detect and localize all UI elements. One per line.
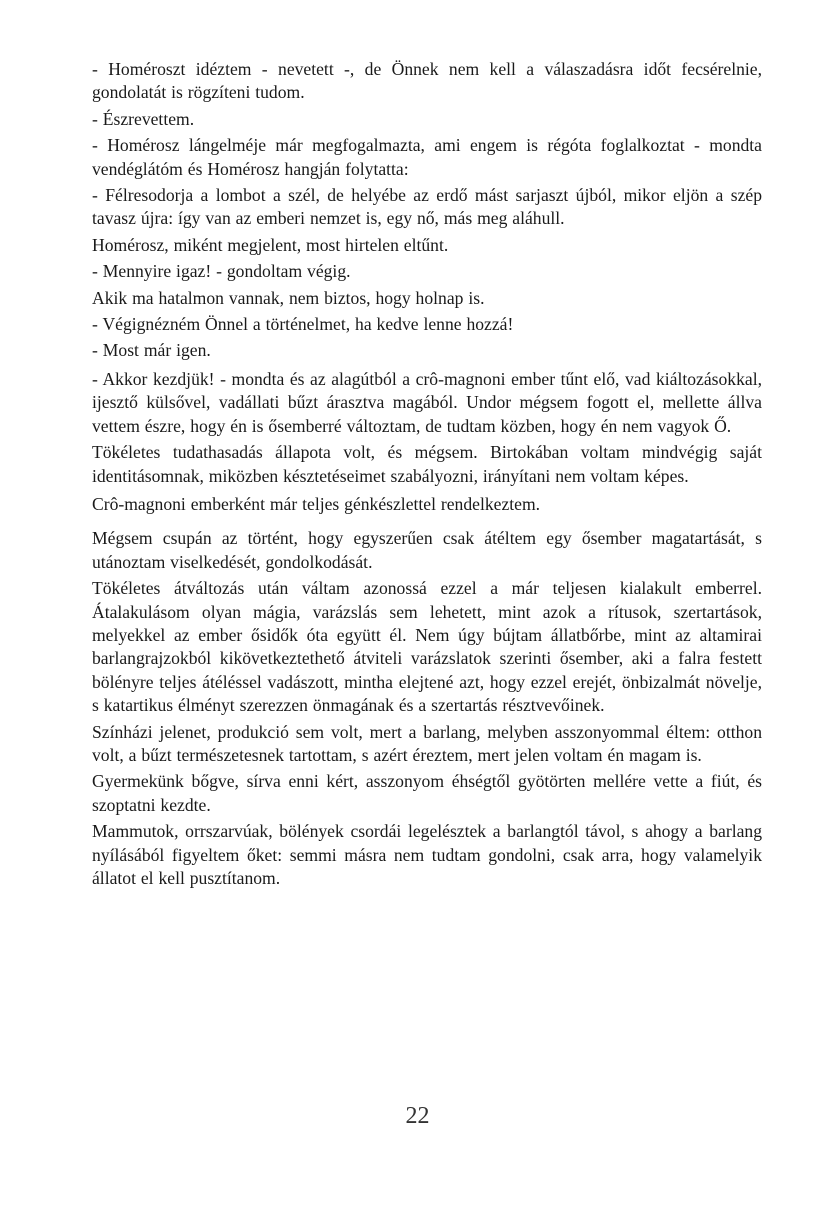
paragraph-6: - Mennyire igaz! - gondoltam végig. <box>92 261 351 282</box>
paragraph-11: Tökéletes tudathasadás állapota volt, és mégsem. Birtokában voltam mindvégig saját identitásomnak, miközben késztetéseimet szabályozni, irányítani nem voltam képes. <box>92 442 762 486</box>
paragraph-4: - Félresodorja a lombot a szél, de helyébe az erdő mást sarjaszt újból, mikor eljön a szép tavasz újra: így van az emberi nemzet is, egy nő, más meg aláhull. <box>92 185 762 229</box>
paragraph-5: Homérosz, miként megjelent, most hirtelen eltűnt. <box>92 234 449 255</box>
paragraph-15: Színházi jelenet, produkció sem volt, mert a barlang, melyben asszonyommal éltem: otthon volt, a bűzt természetesnek tartottam, s azért éreztem, mert jelen voltam én magam is. <box>92 721 762 765</box>
paragraph-14: Tökéletes átváltozás után váltam azonossá ezzel a már teljesen kialakult emberrel. Átalakulásom olyan mágia, varázslás sem lehetett, mint azok a rítusok, szertartások, melyekkel az ember ősidők óta együtt él. Nem úgy bújtam állatbőrbe, mint az altamirai barlangrajzokból kikövetkeztethető átviteli varázslatok szerinti ősember, aki a falra festett bölényre teljes átéléssel vadászott, mintha elejtené azt, hogy ezzel erejét, önbizalmát növelje, s katartikus élményt szerezzen önmagának és a szertartás résztvevőinek. <box>92 578 762 716</box>
paragraph-3: - Homérosz lángelméje már megfogalmazta, ami engem is régóta foglalkoztat - mondta vendéglátóm és Homérosz hangján folytatta: <box>92 135 762 179</box>
page-body <box>92 58 762 1158</box>
paragraph-9: - Most már igen. <box>92 340 211 361</box>
page-number: 22 <box>405 1103 430 1129</box>
paragraph-1: - Homéroszt idéztem - nevetett -, de Önnek nem kell a válaszadásra időt fecsérelnie, gondolatát is rögzíteni tudom. <box>92 59 762 103</box>
paragraph-13: Mégsem csupán az történt, hogy egyszerűen csak átéltem egy ősember magatartását, s utánoztam viselkedését, gondolkodását. <box>92 528 762 572</box>
paragraph-16: Gyermekünk bőgve, sírva enni kért, asszonyom éhségtől gyötörten mellére vette a fiút, és szoptatni kezdte. <box>92 771 762 815</box>
paragraph-10: - Akkor kezdjük! - mondta és az alagútból a crô-magnoni ember tűnt elő, vad kiáltozásokkal, ijesztő külsővel, vadállati bűzt árasztva magából. Undor mégsem fogott el, mellette állva vettem észre, hogy én is ősemberré változtam, de tudtam közben, hogy én nem vagyok Ő. <box>92 368 762 436</box>
paragraph-12: Crô-magnoni emberként már teljes génkészlettel rendelkeztem. <box>92 493 541 514</box>
paragraph-17: Mammutok, orrszarvúak, bölények csordái legelésztek a barlangtól távol, s ahogy a barlang nyílásából figyeltem őket: semmi másra nem tudtam gondolni, csak arra, hogy valamelyik állatot el kell pusztítanom. <box>92 821 762 888</box>
paragraph-8: - Végignézném Önnel a történelmet, ha kedve lenne hozzá! <box>92 314 514 335</box>
paragraph-2: - Észrevettem. <box>92 108 195 129</box>
paragraph-7: Akik ma hatalmon vannak, nem biztos, hogy holnap is. <box>92 287 485 308</box>
